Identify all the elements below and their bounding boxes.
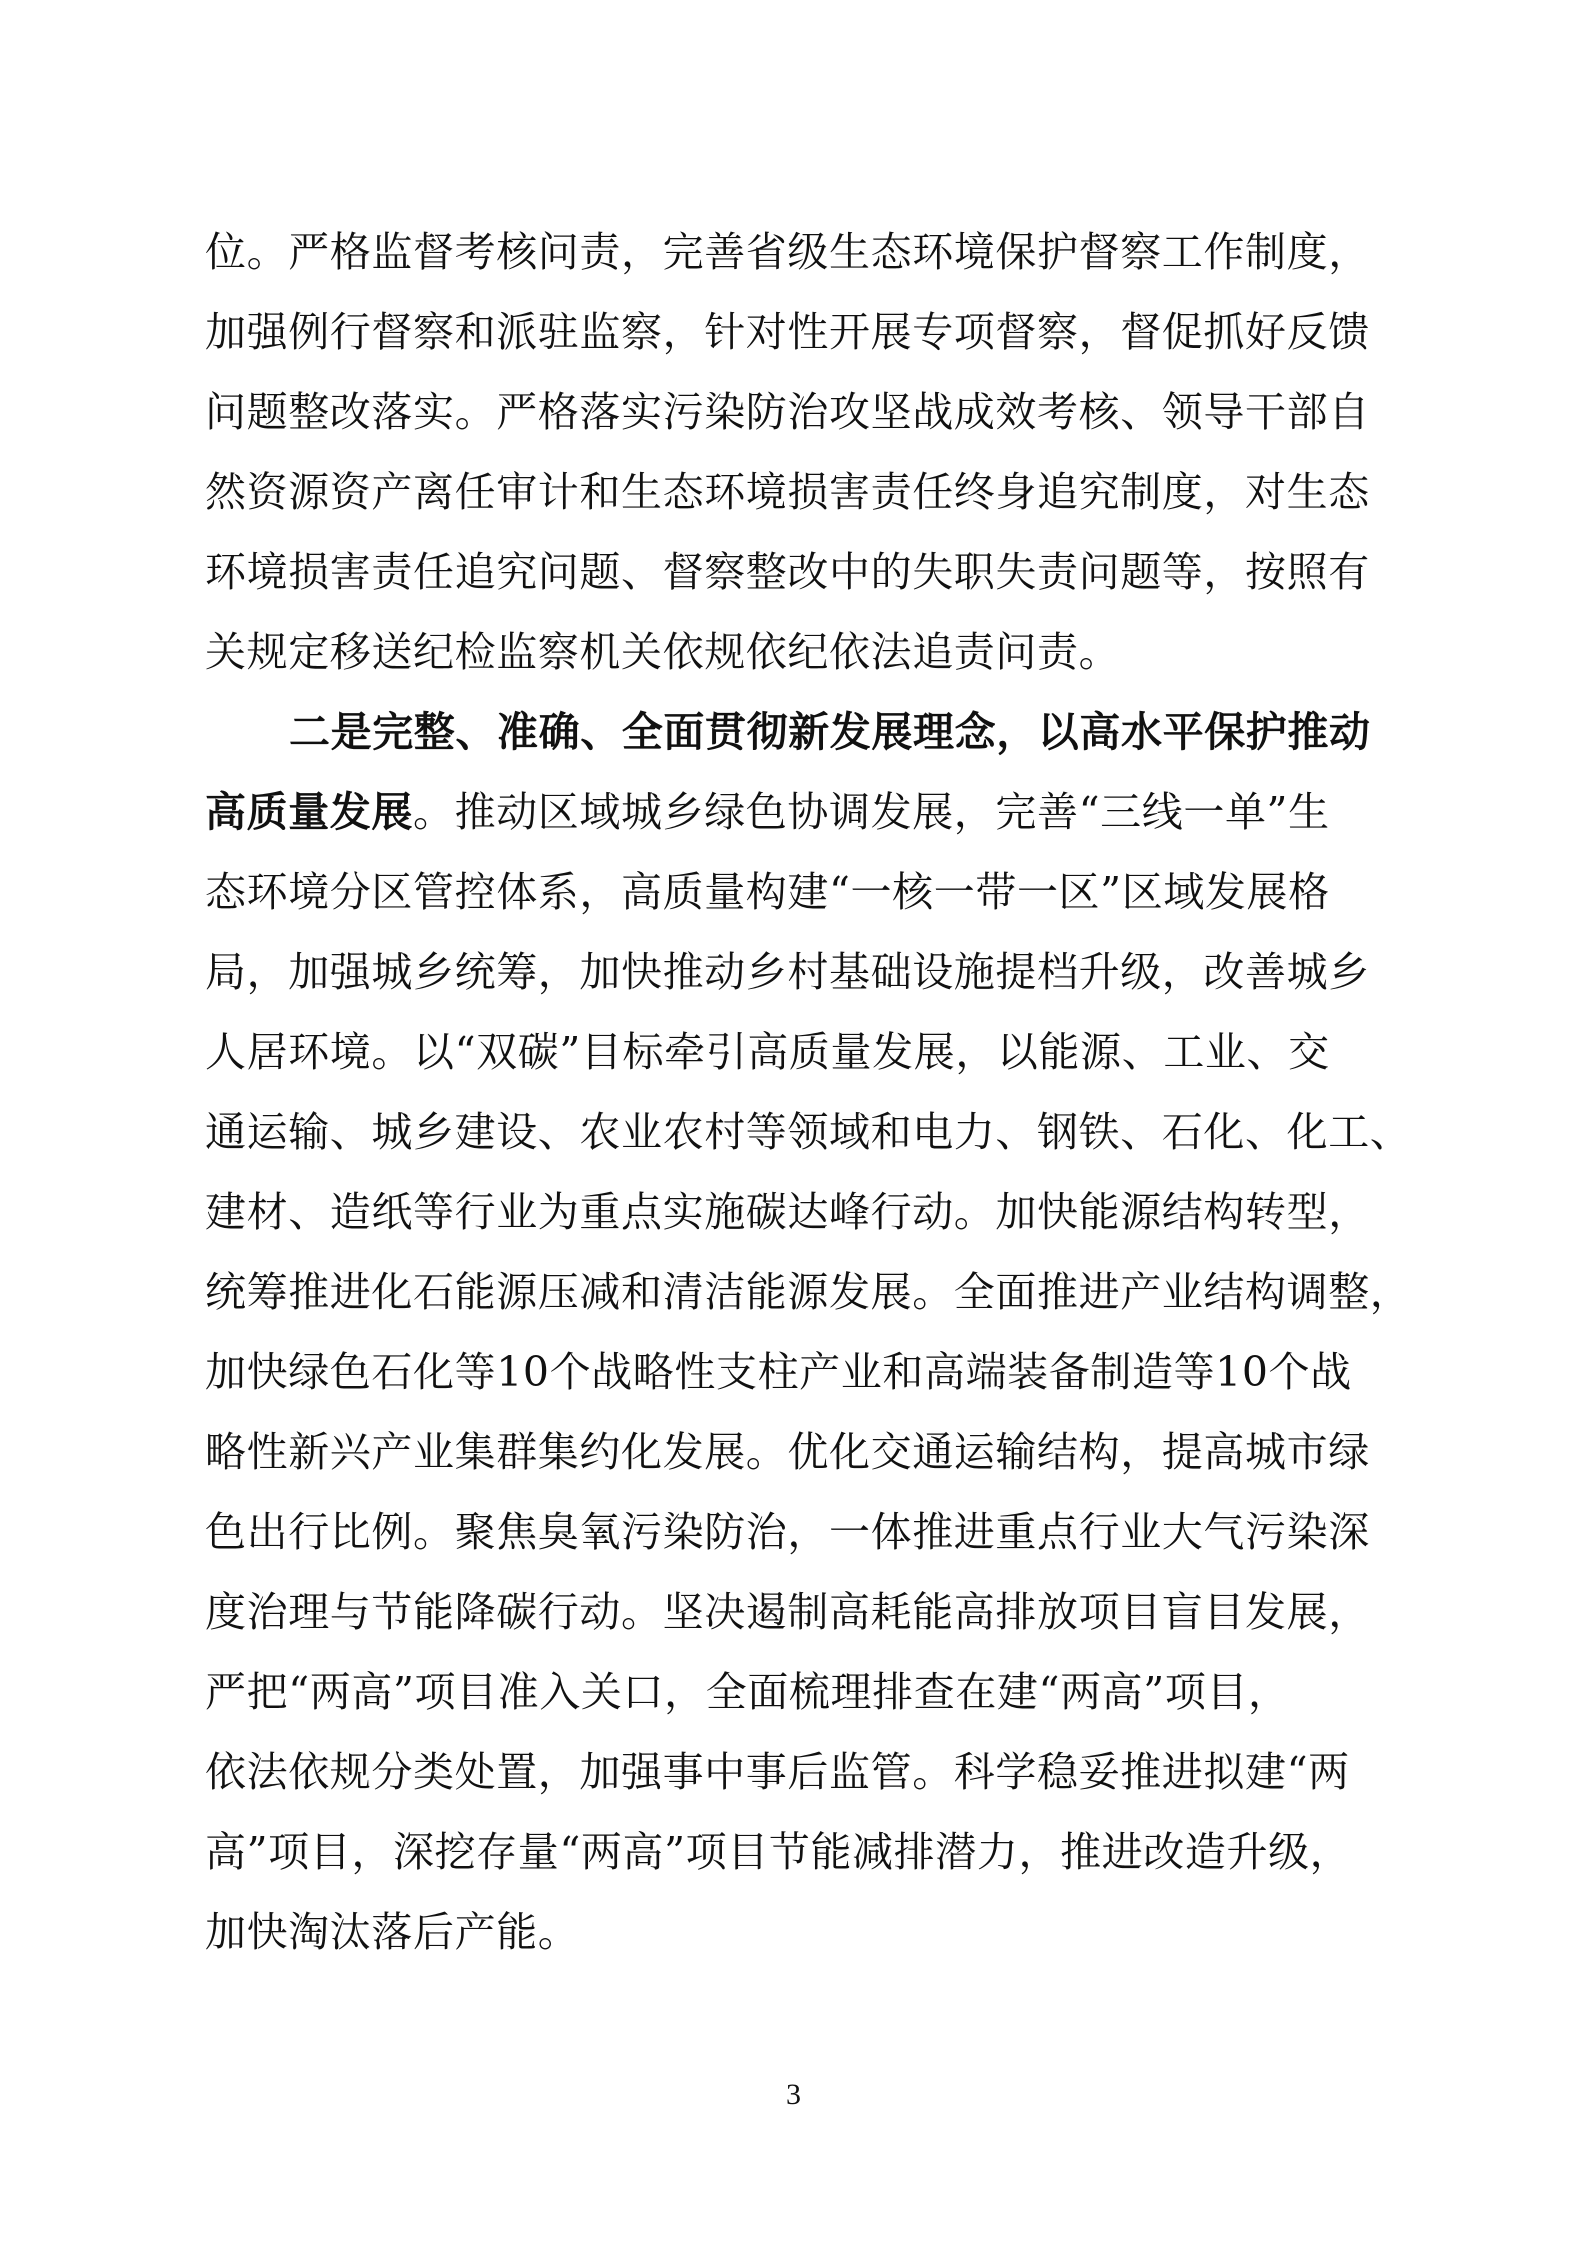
- text-line: 严把“两高”项目准入关口，全面梳理排查在建“两高”项目，: [205, 1668, 1290, 1716]
- text-line: 统筹推进化石能源压减和清洁能源发展。全面推进产业结构调整，: [205, 1268, 1412, 1316]
- text-line: 色出行比例。聚焦臭氧污染防治，一体推进重点行业大气污染深: [205, 1508, 1370, 1556]
- text-line: 通运输、城乡建设、农业农村等领域和电力、钢铁、石化、化工、: [205, 1108, 1412, 1156]
- text-line: 关规定移送纪检监察机关依规依纪依法追责问责。: [205, 628, 1121, 676]
- text-line: 然资源资产离任审计和生态环境损害责任终身追究制度，对生态: [205, 468, 1370, 516]
- text-line: 位。严格监督考核问责，完善省级生态环境保护督察工作制度，: [205, 228, 1370, 276]
- paragraph-1: [205, 212, 1385, 692]
- section-heading: 二是完整、准确、全面贯彻新发展理念，以高水平保护推动: [289, 708, 1371, 756]
- text-line: 略性新兴产业集群集约化发展。优化交通运输结构，提高城市绿: [205, 1428, 1370, 1476]
- text-line: 加强例行督察和派驻监察，针对性开展专项督察，督促抓好反馈: [205, 308, 1370, 356]
- body-text: [205, 212, 1412, 1972]
- text-line: 态环境分区管控体系，高质量构建“一核一带一区”区域发展格: [205, 868, 1330, 916]
- text-line: 问题整改落实。严格落实污染防治攻坚战成效考核、领导干部自: [205, 388, 1370, 436]
- text-line: 加快淘汰落后产能。: [205, 1908, 580, 1956]
- text-run: 。推动区域城乡绿色协调发展，完善“三线一单”生: [413, 788, 1330, 836]
- section-heading-continued: 高质量发展: [205, 788, 413, 836]
- text-line: 环境损害责任追究问题、督察整改中的失职失责问题等，按照有: [205, 548, 1370, 596]
- text-line: 局，加强城乡统筹，加快推动乡村基础设施提档升级，改善城乡: [205, 948, 1370, 996]
- paragraph-2: [205, 692, 1412, 1972]
- text-line: 人居环境。以“双碳”目标牵引高质量发展，以能源、工业、交: [205, 1028, 1330, 1076]
- page-number: 3: [786, 2078, 801, 2111]
- text-line: 度治理与节能降碳行动。坚决遏制高耗能高排放项目盲目发展，: [205, 1588, 1370, 1636]
- text-line: [205, 772, 1385, 852]
- text-line: 高”项目，深挖存量“两高”项目节能减排潜力，推进改造升级，: [205, 1828, 1352, 1876]
- text-line: 依法依规分类处置，加强事中事后监管。科学稳妥推进拟建“两: [205, 1748, 1350, 1796]
- text-line: 加快绿色石化等10个战略性支柱产业和高端装备制造等10个战: [205, 1348, 1352, 1396]
- text-line: 建材、造纸等行业为重点实施碳达峰行动。加快能源结构转型，: [205, 1188, 1370, 1236]
